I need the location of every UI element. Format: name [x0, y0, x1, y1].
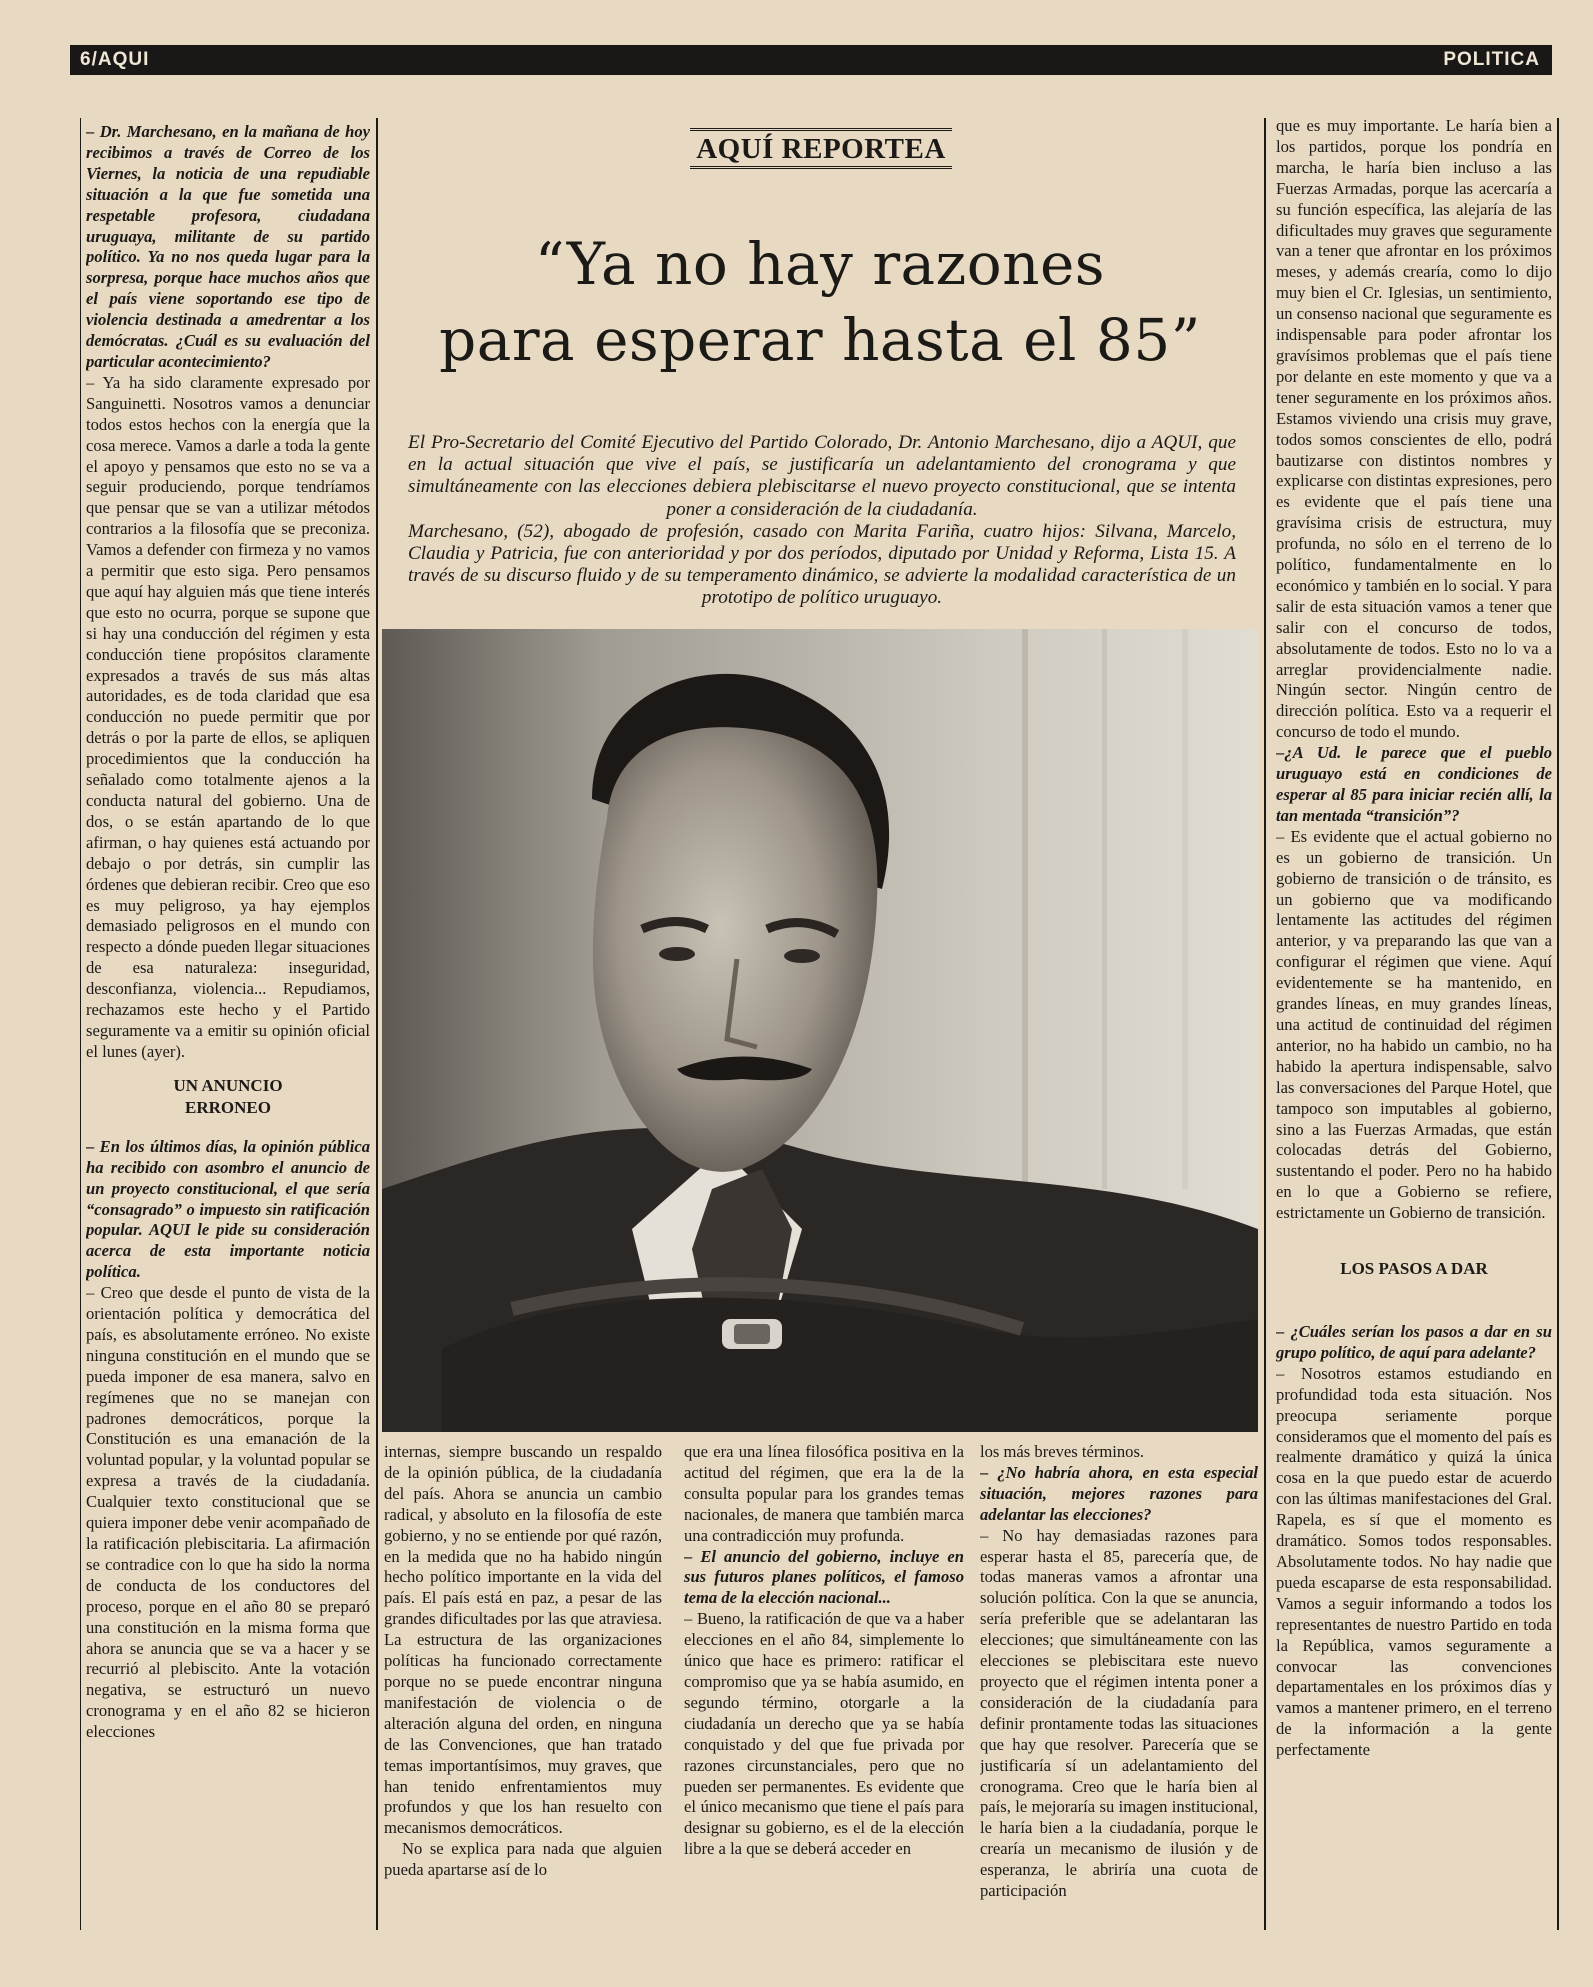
article-column-4: [980, 1442, 1258, 1932]
col4-answer: – No hay demasiadas razones para esperar hasta el 85, parecería que, de todas maneras vamos a afrontar una solución política. Con la que se anuncia, sería preferible que se adelantaran las elecciones; que simultáneamente con las elecciones se plebiscitara este nuevo proyecto que el régimen intenta poner a consideración de la ciudadanía para definir prontamente todas las situaciones que hay que resolver. Parecería que se justificaría sí un adelantamiento del cronograma. Creo que le haría bien al país, le mejoraría su imagen institucional, le haría bien a la ciudadanía, porque le crearía un mecanismo de ilusión y de esperanza, le abriría una cuota de participación: [980, 1525, 1258, 1901]
article-column-1: [86, 122, 370, 1932]
col2-paragraph-2: No se explica para nada que alguien pueda apartarse así de lo: [384, 1839, 662, 1880]
article-deck: [408, 432, 1236, 610]
section-label: POLITICA: [1443, 49, 1540, 70]
question-1: – Dr. Marchesano, en la mañana de hoy recibimos a través de Correo de los Viernes, la noticia de una repudiable situación a la que fue sometida una respetable profesora, ciudadana uruguaya, militante de su partido político. Ya no nos queda lugar para la sorpresa, porque hace muchos años que el país viene soportando ese tipo de violencia destinada a amedrentar a los demócratas. ¿Cuál es su evaluación del particular acontecimiento?: [86, 122, 370, 371]
portrait-illustration: [382, 629, 1258, 1432]
portrait-photo: [382, 629, 1258, 1432]
column-rule: [376, 118, 378, 1930]
answer-2: – Creo que desde el punto de vista de la orientación política y democrática del país, es absolutamente erróneo. No existe ninguna constitución en el mundo que se pueda imponer de esa manera, salvo en regímenes que no se manejan con padrones democráticos, porque la Constitución es una emanación de la voluntad popular, y la voluntad popular se expresa a través de la ciudadanía. Cualquier texto constitucional que se quiera imponer debe venir acompañado de la ratificación plebiscitaria. La afirmación se contradice con lo que ha sido la norma de conducta de los conductores del proceso, porque en el año 80 se preparó una constitución en la misma forma que ahora se anuncia que se va a hacer y se recurrió al plebiscito. Ante la votación negativa, se estructuró un nuevo cronograma y en el año 82 se hicieron elecciones: [86, 1283, 370, 1742]
section-kicker: AQUÍ REPORTEA: [690, 128, 952, 172]
page-number-section: 6/AQUI: [80, 49, 150, 70]
column-rule: [1264, 118, 1266, 1930]
col3-question: – El anuncio del gobierno, incluye en sus futuros planes políticos, el famoso tema de la elección nacional...: [684, 1546, 964, 1608]
deck-paragraph-2: Marchesano, (52), abogado de profesión, casado con Marita Fariña, cuatro hijos: Silvana, Marcelo, Claudia y Patricia, fue con anterioridad y por dos períodos, diputado por Unidad y Reforma, Lista 15. A través de su discurso fluido y de su temperamento dinámico, se advierte la modalidad característica de un prototipo de político uruguayo.: [408, 520, 1236, 609]
col5-answer-1: – Es evidente que el actual gobierno no es un gobierno de transición. Un gobierno de transición o de tránsito, es un gobierno que va modificando lentamente las actitudes del régimen anterior, y va preparando las que van a configurar el régimen que viene. Aquí evidentemente se ha mantenido, en grandes líneas, en muy grandes líneas, una actitud de continuidad del régimen anterior, no ha habido un cambio, no ha habido la apertura indispensable, salvo las conversaciones del Parque Hotel, que tampoco son imputables al gobierno, sino a las Fuerzas Armadas, que están colocadas detrás del Gobierno, sustentando el poder. Pero no ha habido en lo que a Gobierno se refiere, estrictamente un Gobierno de transición.: [1276, 826, 1552, 1223]
col5-paragraph-1: que es muy importante. Le haría bien a los partidos, porque los pondría en marcha, le haría bien incluso a las Fuerzas Armadas, porque las acercaría a su función específica, las alejaría de las dificultades muy graves que seguramente van a tener que afrontar en los próximos meses, y además crearía, como lo dijo muy bien el Cr. Iglesias, un sentimiento, un consenso nacional que seguramente es indispensable para poder afrontar los gravísimos problemas que el país tiene por delante en este momento y que va a tener seguramente en los próximos años. Estamos viviendo una crisis muy grave, todos somos conscientes de ello, podrá bautizarse con distintos nombres y explicarse con distintas expresiones, pero es evidente que el país tiene una gravísima crisis de estructura, muy profunda, no sólo en el terreno de lo político, fundamentalmente en lo económico y también en lo social. Y para salir de esta situación vamos a tener que salir con el concurso de todos, absolutamente de todos. Esto no lo va a arreglar providencialmente nadie. Ningún sector. Ningún centro de dirección política. Esto va a requerir el concurso de todo el mundo.: [1276, 116, 1552, 742]
col5-question-1: –¿A Ud. le parece que el pueblo uruguayo está en condiciones de esperar al 85 para iniciar recién allí, la tan mentada “transición”?: [1276, 743, 1552, 825]
col5-answer-2: – Nosotros estamos estudiando en profundidad toda esta situación. Nos preocupa seriamente porque consideramos que el momento del país es realmente dramático y quizá la única cosa en la que puedo estar de acuerdo con las últimas manifestaciones del Gral. Rapela, es sí que el momento es dramático. Somos todos responsables. Absolutamente todos. No hay nadie que pueda escaparse de esta responsabilidad. Vamos a seguir informando a todos los representantes de nuestro Partido en toda la República, vamos seguramente a convocar las convenciones departamentales en los próximos días y vamos a mantener primero, en el terreno de la información a la gente perfectamente: [1276, 1363, 1552, 1760]
answer-1: – Ya ha sido claramente expresado por Sanguinetti. Nosotros vamos a denunciar todos estos hechos con la energía que la cosa merece. Vamos a darle a toda la gente el apoyo y pensamos que esto no se va a seguir produciendo, porque tendríamos que pensar que se van a utilizar métodos contrarios a la filosofía que se preconiza. Vamos a defender con firmeza y no vamos a permitir que esto siga. Pero pensamos que aquí hay alguien más que tiene interés que esto no ocurra, porque se supone que si hay una conducción del régimen y esta conducción tiene propósitos claramente expresados a través de sus más altas autoridades, es de toda claridad que esa conducción no puede permitir que por detrás o por la parte de ellos, se apliquen procedimientos que la conducción ha señalado como totalmente ajenos a la conducta natural del gobierno. Una de dos, o se están apartando de lo que afirman, o hay quienes está actuando por debajo o por detrás, sin cumplir las órdenes que debieran recibir. Creo que eso es muy peligroso, ya hay ejemplos demasiado peligrosos en el mundo con respecto a dónde pueden llegar situaciones de esa naturaleza: inseguridad, desconfianza, violencia... Repudiamos, rechazamos este hecho y el Partido seguramente va a emitir su opinión oficial el lunes (ayer).: [86, 372, 370, 1061]
col3-paragraph-1: que era una línea filosófica positiva en la actitud del régimen, que era la de la consulta popular para los grandes temas nacionales, de manera que también marca una contradicción muy profunda.: [684, 1442, 964, 1545]
question-2: – En los últimos días, la opinión pública ha recibido con asombro el anuncio de un proyecto constitucional, el que sería “consagrado” o impuesto sin ratificación popular. AQUI le pide su consideración acerca de esta importante noticia política.: [86, 1136, 370, 1282]
deck-paragraph-1: El Pro-Secretario del Comité Ejecutivo del Partido Colorado, Dr. Antonio Marchesano, dijo a AQUI, que en la actual situación que vive el país, se justificaría un adelantamiento del cronograma y que simultáneamente con las elecciones debiera plebiscitarse el nuevo proyecto constitucional, que se intenta poner a consideración de la ciudadanía.: [408, 432, 1236, 520]
headline-line-2: para esperar hasta el 85”: [439, 306, 1201, 374]
col5-question-2: – ¿Cuáles serían los pasos a dar en su grupo político, de aquí para adelante?: [1276, 1322, 1552, 1362]
subheading-los-pasos-a-dar: LOS PASOS A DAR: [1340, 1259, 1488, 1279]
col4-paragraph-1: los más breves términos.: [980, 1442, 1145, 1461]
column-rule: [1557, 118, 1559, 1930]
col4-question: – ¿No habría ahora, en esta especial situación, mejores razones para adelantar las elecciones?: [980, 1462, 1258, 1524]
col2-paragraph-1: internas, siempre buscando un respaldo de la opinión pública, de la ciudadanía del país. Ahora se anuncia un cambio radical, y absoluto en la filosofía de este gobierno, y no se entiende por qué razón, en la medida que no ha habido ningún hecho político importante en la vida del país. El país está en paz, a pesar de las grandes dificultades por las que atraviesa. La estructura de las organizaciones políticas ha funcionado correctamente porque no se puede encontrar ninguna manifestación de violencia o de alteración alguna del orden, en ninguna de las Convenciones, que han tratado temas importantísimos, muy graves, que han tenido enfrentamientos muy profundos y que los han resuelto con mecanismos democráticos.: [384, 1442, 662, 1838]
headline: [380, 226, 1260, 378]
headline-line-1: “Ya no hay razones: [534, 230, 1106, 298]
column-rule: [80, 118, 81, 1930]
col3-answer: – Bueno, la ratificación de que va a haber elecciones en el año 84, simplemente lo único que hace es primero: ratificar el compromiso que ya se había asumido, en segundo término, otorgarle a la ciudadanía un derecho que ya se había conquistado y del que fue privada por razones circunstanciales, pero que no pueden ser permanentes. Es evidente que el único mecanismo que tiene el país para designar su gobierno, es el de la elección libre a la que se deberá acceder en: [684, 1609, 964, 1859]
subheading-un-anuncio-erroneo: [86, 1075, 370, 1119]
page-header-bar: [70, 45, 1552, 75]
article-column-3: [684, 1442, 964, 1932]
article-column-2: [384, 1442, 662, 1932]
subheading-line-1: UN ANUNCIO: [173, 1075, 283, 1095]
article-column-5: [1276, 116, 1552, 1932]
subheading-line-2: ERRONEO: [185, 1097, 271, 1117]
